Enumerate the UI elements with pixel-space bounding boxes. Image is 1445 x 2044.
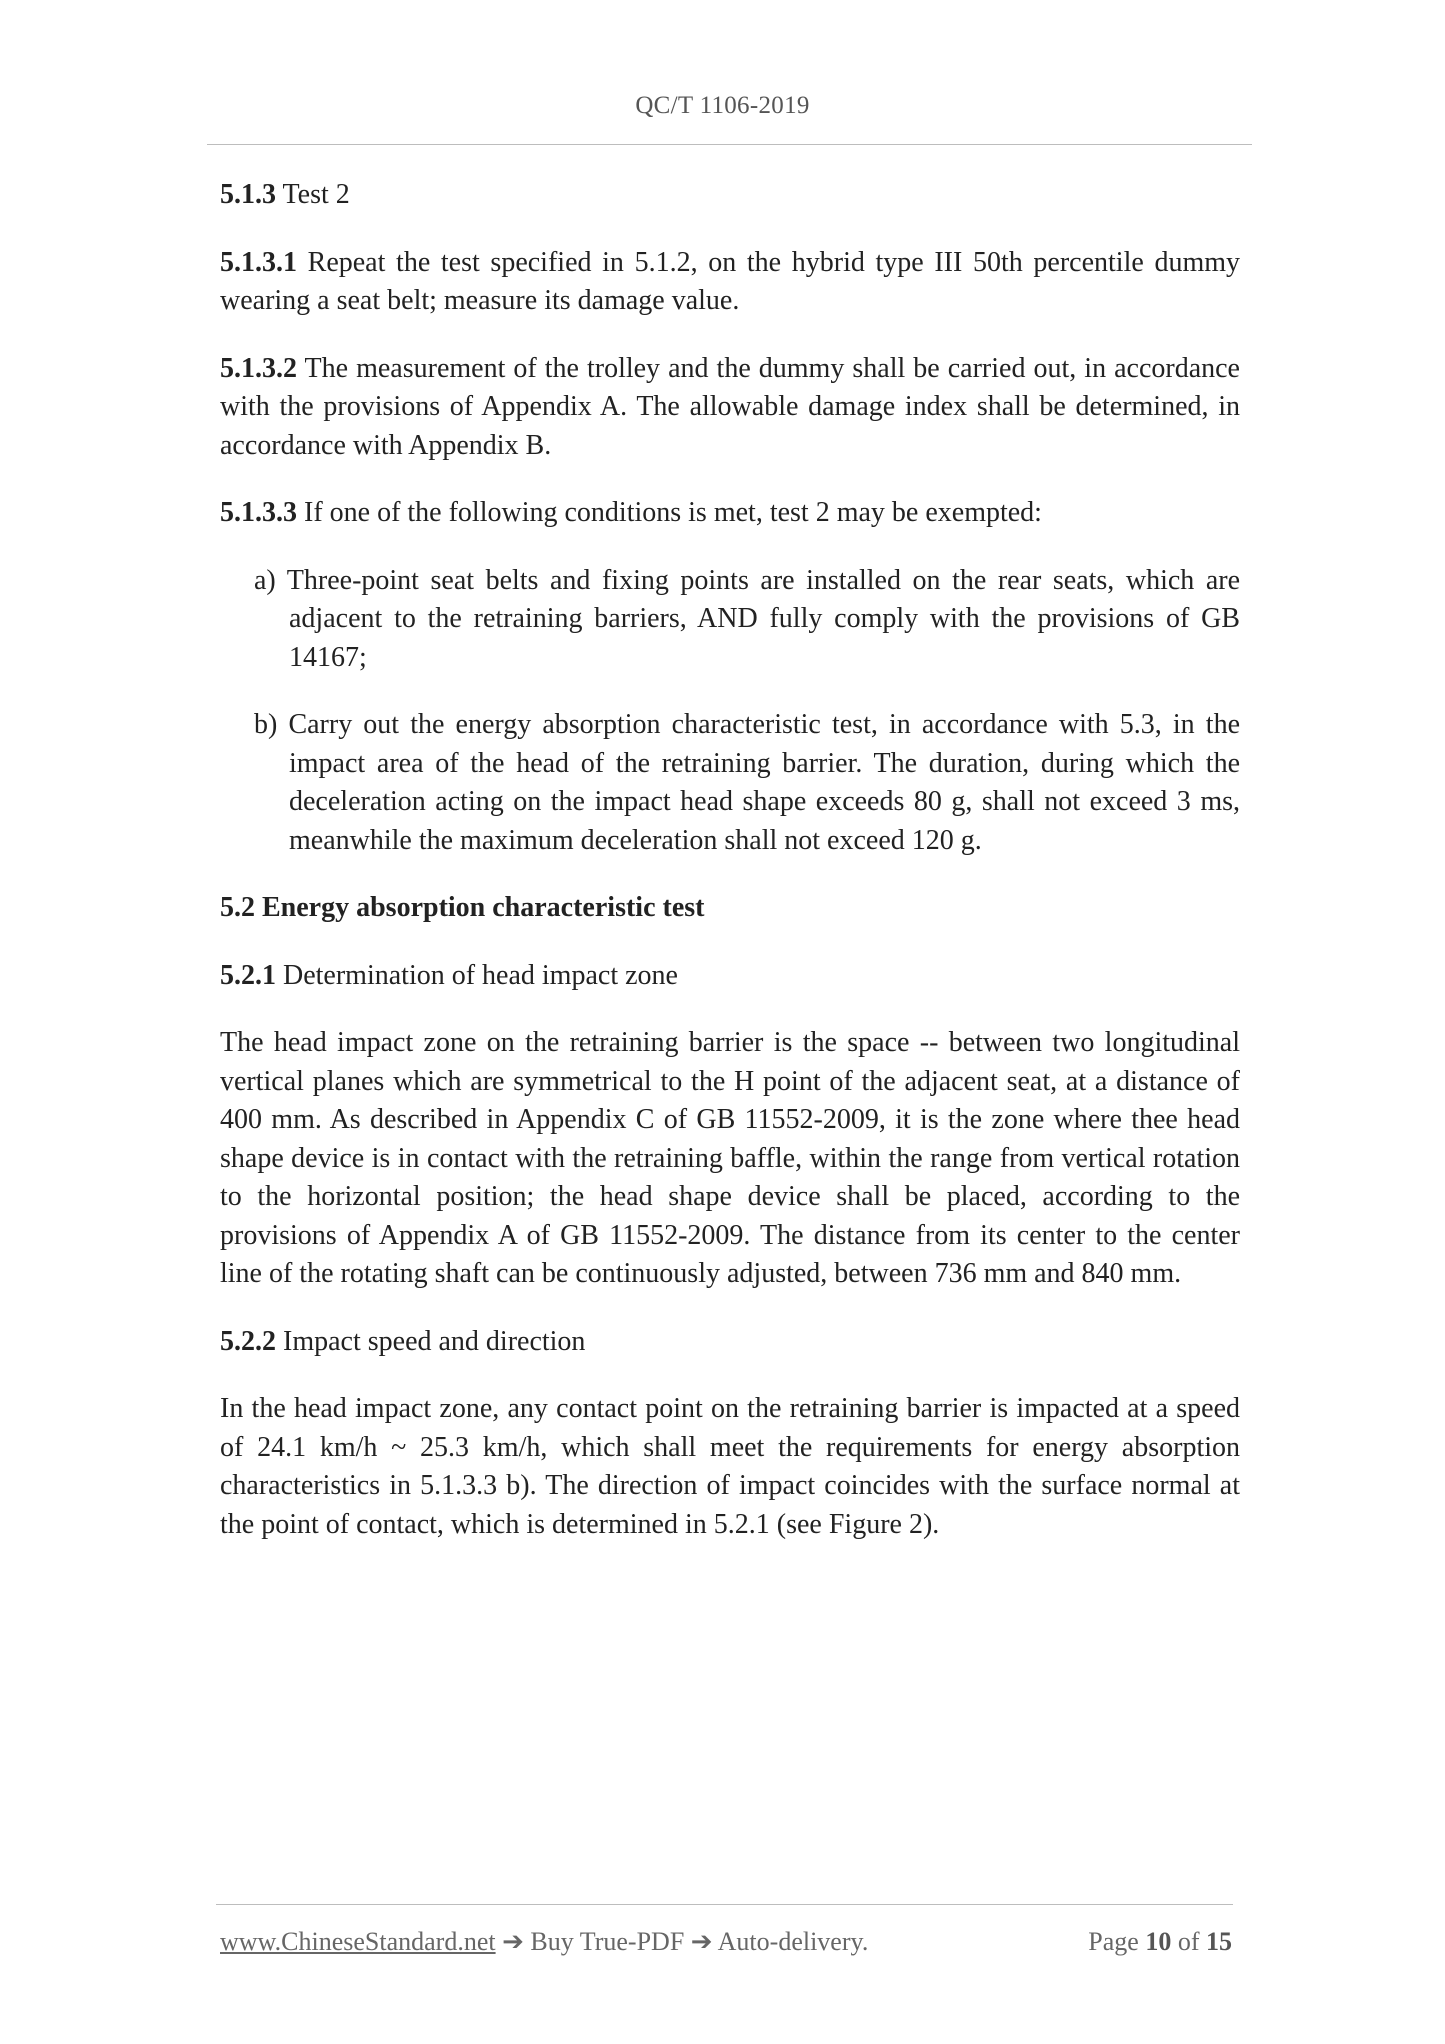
section-5-2-heading: 5.2 Energy absorption characteristic test bbox=[220, 892, 705, 923]
page-label: Page bbox=[1088, 1927, 1146, 1956]
page-total: 15 bbox=[1206, 1927, 1232, 1956]
footer-promo bbox=[220, 1927, 868, 1957]
of-label: of bbox=[1171, 1927, 1206, 1956]
clause-text: Repeat the test specified in 5.1.2, on the hybrid type III 50th percentile dummy wearing a seat belt; measure its damage value. bbox=[220, 246, 1240, 316]
section-5-1-3-3 bbox=[220, 494, 1240, 533]
arrow-icon: ➔ bbox=[690, 1927, 713, 1956]
clause-number: 5.2.1 bbox=[220, 959, 276, 991]
section-5-1-3-1 bbox=[220, 244, 1240, 321]
clause-number: 5.1.3.3 bbox=[220, 497, 297, 528]
section-5-1-3-2 bbox=[220, 350, 1240, 466]
site-link[interactable]: www.ChineseStandard.net bbox=[220, 1927, 496, 1956]
clause-text: Test 2 bbox=[276, 179, 350, 210]
arrow-icon: ➔ bbox=[502, 1927, 524, 1956]
buy-text: Buy True-PDF bbox=[523, 1927, 691, 1956]
footer-divider bbox=[216, 1904, 1233, 1905]
delivery-text: Auto-delivery. bbox=[712, 1927, 869, 1956]
list-item-a: a) Three-point seat belts and fixing points are installed on the rear seats, which are adjacent to the retraining barriers, AND fully comply with the provisions of GB 14167; bbox=[254, 564, 1240, 673]
header-divider bbox=[207, 144, 1252, 145]
document-code-header: QC/T 1106-2019 bbox=[635, 92, 810, 119]
clause-number: 5.1.3.1 bbox=[220, 246, 297, 278]
clause-number: 5.2.2 bbox=[220, 1325, 276, 1357]
page-indicator bbox=[1088, 1927, 1232, 1957]
paragraph-5-2-2: In the head impact zone, any contact point on the retraining barrier is impacted at a speed of 24.1 km/h ~ 25.3 km/h, which shall meet the requirements for energy absorption characteristics in 5.1.3.3 b). The direction of impact coincides with the surface normal at the point of contact, which is determined in 5.2.1 (see Figure 2). bbox=[220, 1393, 1240, 1540]
clause-number: 5.1.3.2 bbox=[220, 352, 297, 384]
clause-text: The measurement of the trolley and the dummy shall be carried out, in accordance with the provisions of Appendix A. The allowable damage index shall be determined, in accordance with Appendix B. bbox=[220, 352, 1240, 461]
page-body bbox=[220, 176, 1240, 1573]
section-5-2-2 bbox=[220, 1323, 1240, 1362]
section-5-2-1 bbox=[220, 957, 1240, 996]
page-number: 10 bbox=[1145, 1927, 1172, 1956]
clause-text: If one of the following conditions is met, test 2 may be exempted: bbox=[297, 497, 1042, 528]
clause-text: Impact speed and direction bbox=[276, 1325, 586, 1357]
list-item-b: b) Carry out the energy absorption characteristic test, in accordance with 5.3, in the impact area of the head of the retraining barrier. The duration, during which the deceleration acting on the impact head shape exceeds 80 g, shall not exceed 3 ms, meanwhile the maximum deceleration shall not exceed 120 g. bbox=[254, 709, 1240, 856]
paragraph-5-2-1: The head impact zone on the retraining barrier is the space -- between two longitudinal vertical planes which are symmetrical to the H point of the adjacent seat, at a distance of 400 mm. As described in Appendix C of GB 11552-2009, it is the zone where thee head shape device is in contact with the retraining baffle, within the range from vertical rotation to the horizontal position; the head shape device shall be placed, according to the provisions of Appendix A of GB 11552-2009. The distance from its center to the center line of the rotating shaft can be continuously adjusted, between 736 mm and 840 mm. bbox=[220, 1027, 1240, 1289]
clause-number: 5.1.3 bbox=[220, 179, 276, 210]
clause-text: Determination of head impact zone bbox=[276, 959, 678, 991]
section-5-1-3 bbox=[220, 176, 1240, 215]
